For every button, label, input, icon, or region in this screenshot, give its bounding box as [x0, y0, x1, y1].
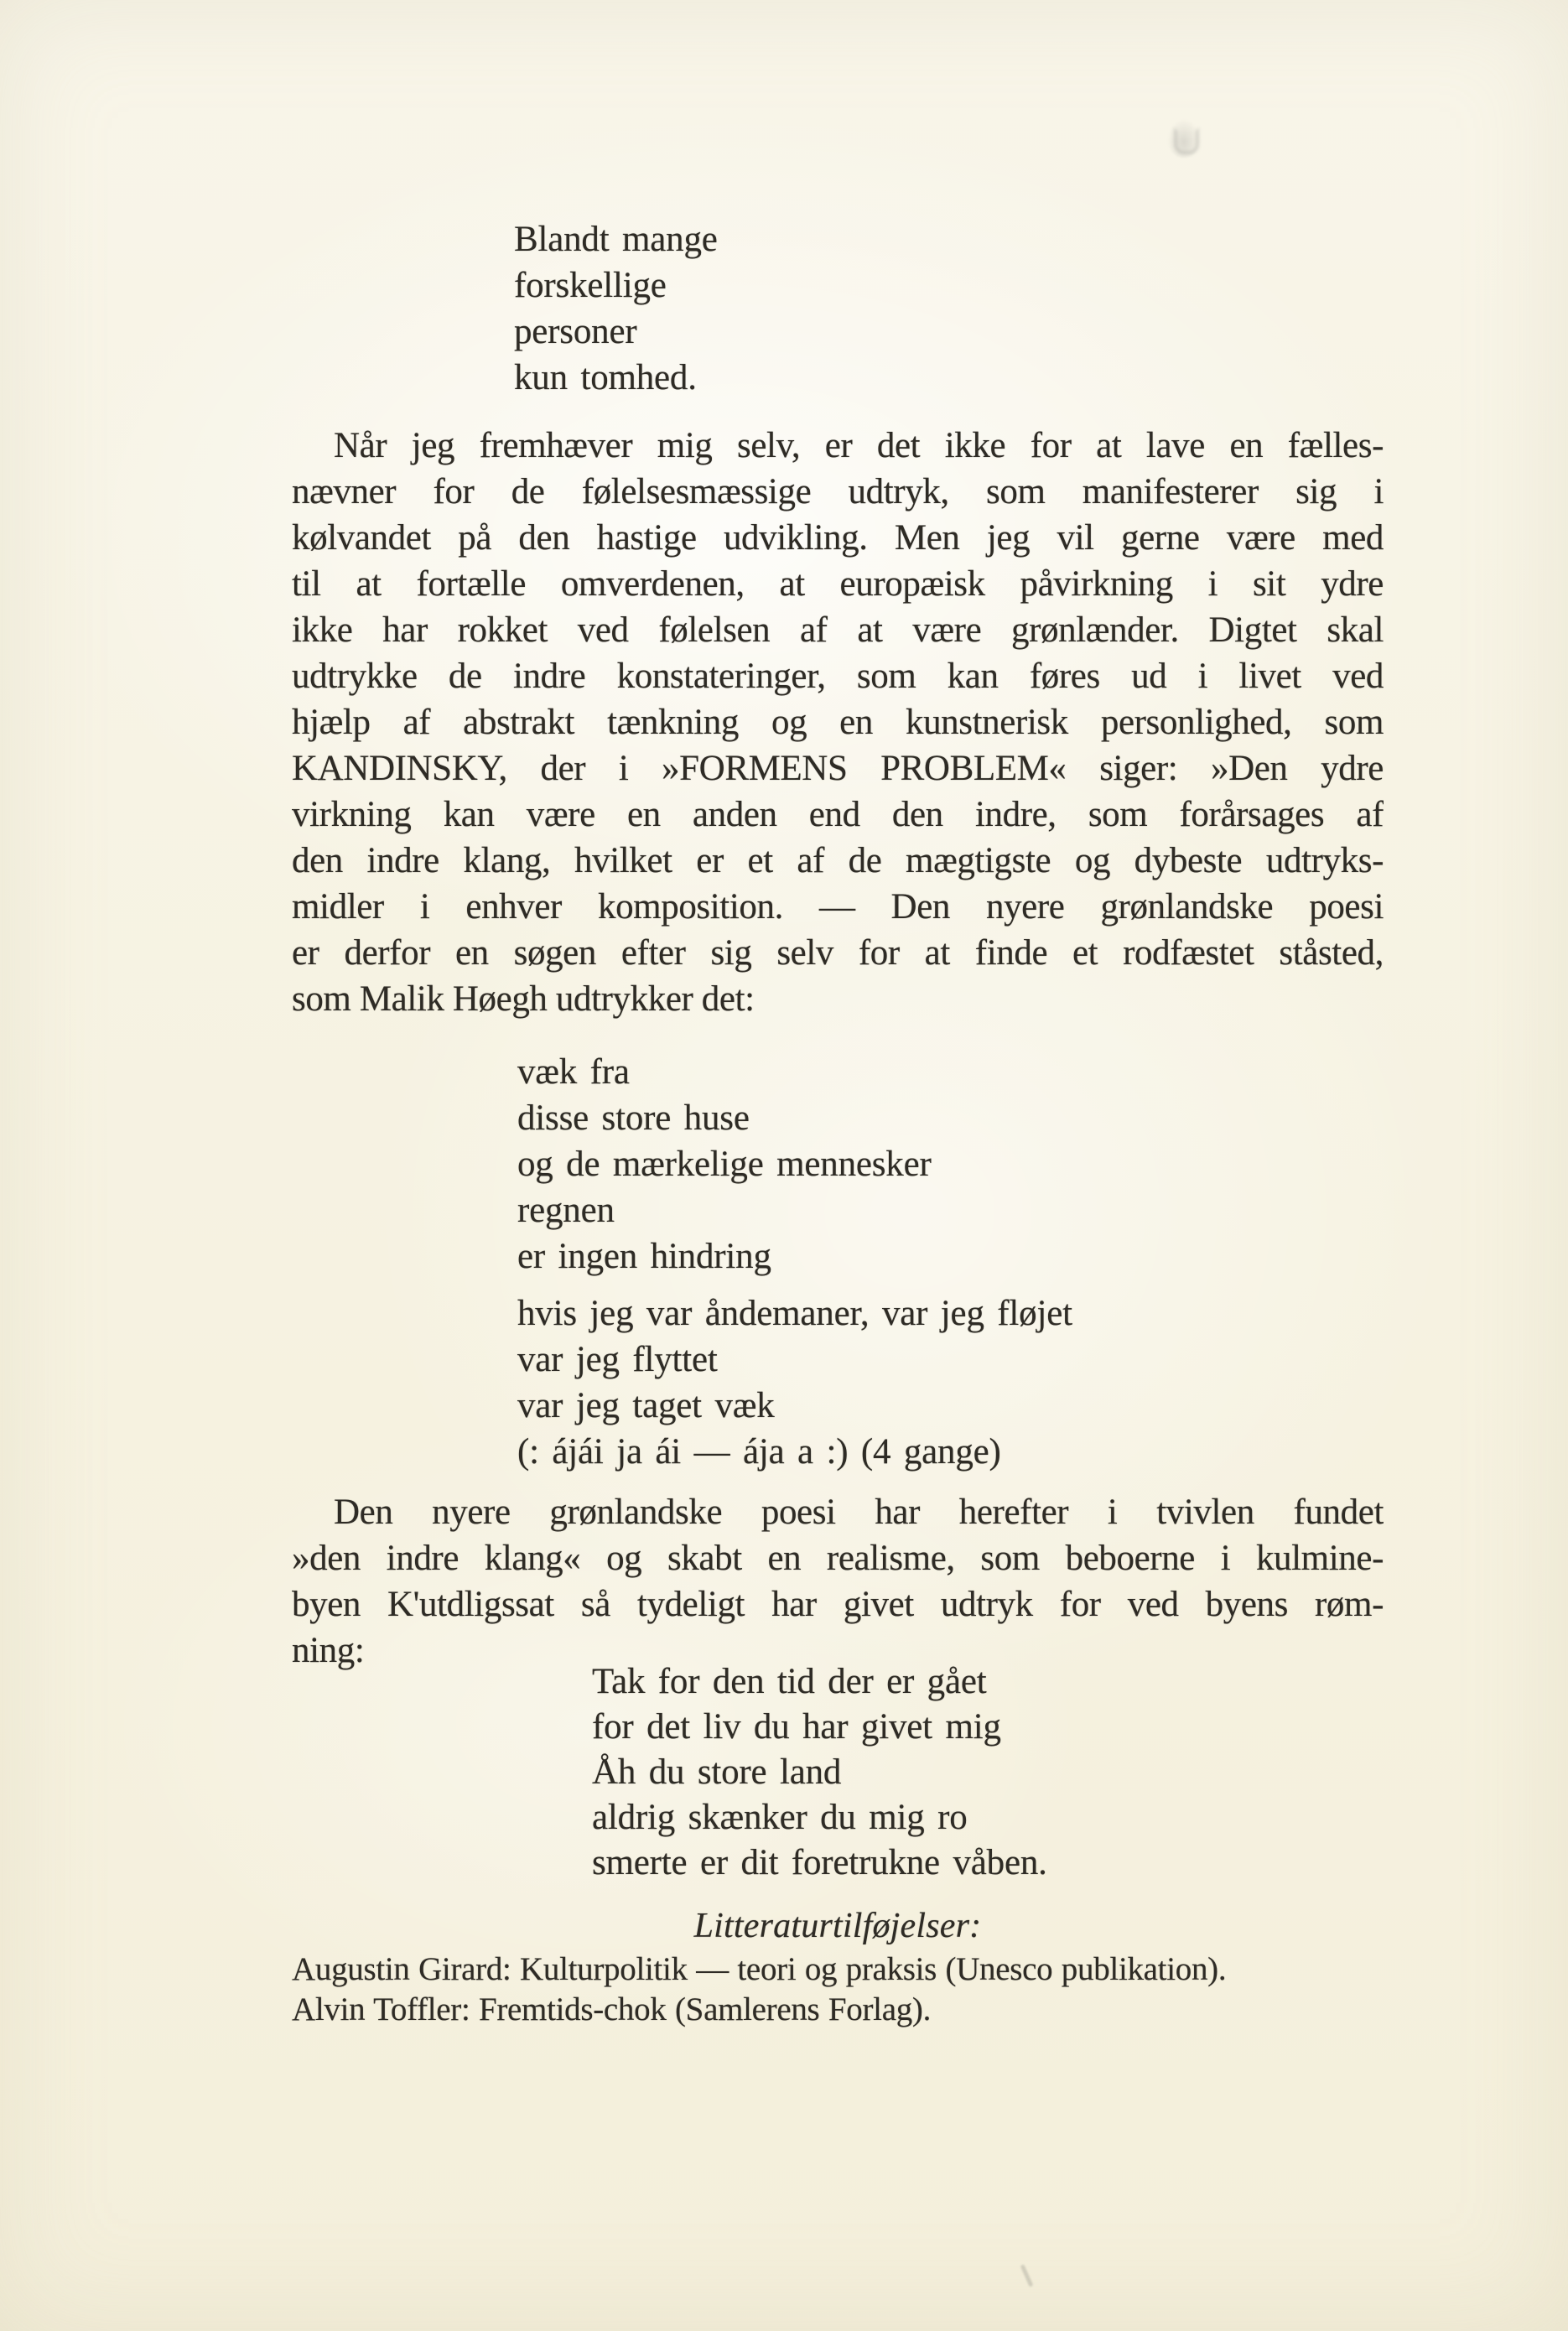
poem-stanza-tak	[592, 1659, 1047, 1886]
paragraph-line: virkning kan være en anden end den indre, som forårsages af	[292, 795, 1384, 834]
paragraph-line: til at fortælle omverdenen, at europæisk påvirkning i sit ydre	[292, 564, 1384, 604]
poem-line: (: ájái ja ái — ája a :) (4 gange)	[517, 1432, 1001, 1472]
poem-line: Åh du store land	[592, 1752, 842, 1792]
poem-line: Tak for den tid der er gået	[592, 1662, 987, 1701]
poem-line: personer	[514, 312, 637, 351]
reference-line: Alvin Toffler: Fremtids-chok (Samlerens Forlag).	[292, 1991, 932, 2027]
poem-line: var jeg flyttet	[517, 1340, 718, 1379]
body-paragraph-2	[292, 1489, 1384, 1674]
poem-stanza-intro	[514, 216, 718, 401]
poem-line: og de mærkelige mennesker	[517, 1145, 932, 1184]
paragraph-line: kølvandet på den hastige udvikling. Men jeg vil gerne være med	[292, 518, 1384, 558]
poem-line: Blandt mange	[514, 220, 718, 259]
paragraph-line: den indre klang, hvilket er et af de mægtigste og dybeste udtryks-	[292, 841, 1384, 880]
poem-line: er ingen hindring	[517, 1237, 771, 1276]
poem-line: aldrig skænker du mig ro	[592, 1798, 968, 1837]
poem-line: var jeg taget væk	[517, 1386, 775, 1425]
paragraph-line: byen K'utdligssat så tydeligt har givet udtryk for ved byens røm-	[292, 1585, 1384, 1624]
paragraph-line: som Malik Høegh udtrykker det:	[292, 979, 755, 1019]
scan-smudge-detail	[1174, 127, 1199, 154]
paragraph-line: »den indre klang« og skabt en realisme, som beboerne i kulmine-	[292, 1539, 1384, 1578]
reference-list	[292, 1949, 1508, 2030]
scan-mark-artifact	[1020, 2264, 1034, 2287]
paragraph-line: ning:	[292, 1631, 365, 1670]
poem-line: smerte er dit foretrukne våben.	[592, 1843, 1047, 1882]
paragraph-line: Når jeg fremhæver mig selv, er det ikke for at lave en fælles-	[334, 426, 1384, 465]
paragraph-line: KANDINSKY, der i »FORMENS PROBLEM« siger: »Den ydre	[292, 749, 1384, 788]
paragraph-line: nævner for de følelsesmæssige udtryk, som manifesterer sig i	[292, 472, 1384, 511]
paragraph-line: udtrykke de indre konstateringer, som kan føres ud i livet ved	[292, 657, 1384, 696]
poem-stanza-vaek-fra	[517, 1049, 932, 1280]
paragraph-line: er derfor en søgen efter sig selv for at finde et rodfæstet ståsted,	[292, 933, 1384, 973]
poem-stanza-aandemaner	[517, 1290, 1072, 1475]
paragraph-line: midler i enhver komposition. — Den nyere grønlandske poesi	[292, 887, 1384, 927]
literature-heading: Litteraturtilføjelser:	[693, 1907, 982, 1945]
reference-line: Augustin Girard: Kulturpolitik — teori og praksis (Unesco publikation).	[292, 1951, 1227, 1987]
body-paragraph-1	[292, 423, 1384, 1022]
poem-line: regnen	[517, 1191, 615, 1230]
poem-line: for det liv du har givet mig	[592, 1707, 1001, 1747]
poem-line: hvis jeg var åndemaner, var jeg fløjet	[517, 1294, 1072, 1333]
poem-line: forskellige	[514, 266, 667, 305]
paragraph-line: ikke har rokket ved følelsen af at være grønlænder. Digtet skal	[292, 610, 1384, 650]
scan-smudge-artifact	[1167, 119, 1201, 158]
paragraph-line: Den nyere grønlandske poesi har herefter i tvivlen fundet	[334, 1493, 1384, 1532]
poem-line: kun tomhed.	[514, 358, 697, 397]
poem-line: væk fra	[517, 1052, 630, 1092]
paragraph-line: hjælp af abstrakt tænkning og en kunstnerisk personlighed, som	[292, 703, 1384, 742]
poem-line: disse store huse	[517, 1098, 750, 1138]
